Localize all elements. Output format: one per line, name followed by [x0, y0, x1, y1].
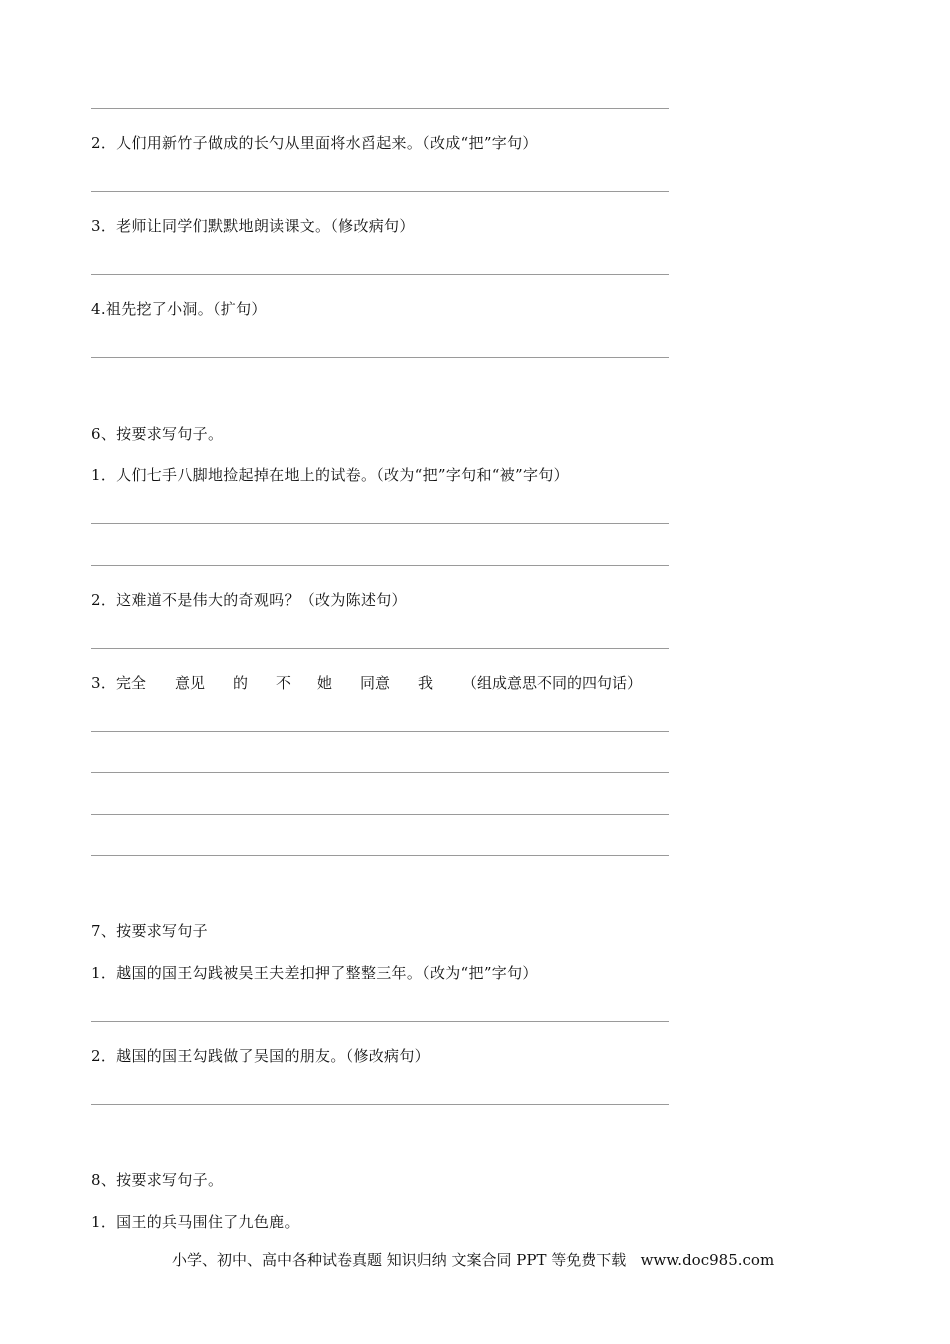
- question-s6-3-note: （组成意思不同的四句话）: [462, 674, 643, 692]
- answer-line[interactable]: [91, 523, 669, 524]
- answer-line[interactable]: [91, 1104, 669, 1105]
- footer-banner: 小学、初中、高中各种试卷真题 知识归纳 文案合同 PPT 等免费下载 www.doc985.com: [172, 1251, 775, 1269]
- question-s5-3: 3．老师让同学们默默地朗读课文。（修改病句）: [91, 217, 415, 235]
- answer-line[interactable]: [91, 648, 669, 649]
- word-tile: 我: [418, 674, 434, 692]
- word-tile: 她: [317, 674, 333, 692]
- answer-line[interactable]: [91, 191, 669, 192]
- answer-line[interactable]: [91, 855, 669, 856]
- question-s6-1: 1．人们七手八脚地捡起掉在地上的试卷。（改为“把”字句和“被”字句）: [91, 466, 569, 484]
- question-s6-3-number: 3．: [91, 674, 117, 692]
- answer-line[interactable]: [91, 357, 669, 358]
- question-s6-2: 2．这难道不是伟大的奇观吗？（改为陈述句）: [91, 591, 407, 609]
- answer-line[interactable]: [91, 731, 669, 732]
- answer-line[interactable]: [91, 814, 669, 815]
- section-8-heading: 8、按要求写句子。: [91, 1171, 224, 1189]
- question-s7-1: 1．越国的国王勾践被吴王夫差扣押了整整三年。（改为“把”字句）: [91, 964, 538, 982]
- word-tile: 的: [233, 674, 249, 692]
- question-s5-2: 2．人们用新竹子做成的长勺从里面将水舀起来。（改成“把”字句）: [91, 134, 538, 152]
- section-7-heading: 7、按要求写句子: [91, 922, 208, 940]
- word-tile: 同意: [360, 674, 391, 692]
- word-tile: 完全: [116, 674, 147, 692]
- word-tile: 不: [276, 674, 292, 692]
- answer-line[interactable]: [91, 565, 669, 566]
- question-s5-4: 4.祖先挖了小洞。（扩句）: [91, 300, 267, 318]
- word-tile: 意见: [175, 674, 206, 692]
- answer-line[interactable]: [91, 1021, 669, 1022]
- section-6-heading: 6、按要求写句子。: [91, 425, 224, 443]
- answer-line[interactable]: [91, 772, 669, 773]
- question-s7-2: 2．越国的国王勾践做了吴国的朋友。（修改病句）: [91, 1047, 430, 1065]
- answer-line[interactable]: [91, 274, 669, 275]
- question-s8-1: 1．国王的兵马围住了九色鹿。: [91, 1213, 300, 1231]
- answer-line[interactable]: [91, 108, 669, 109]
